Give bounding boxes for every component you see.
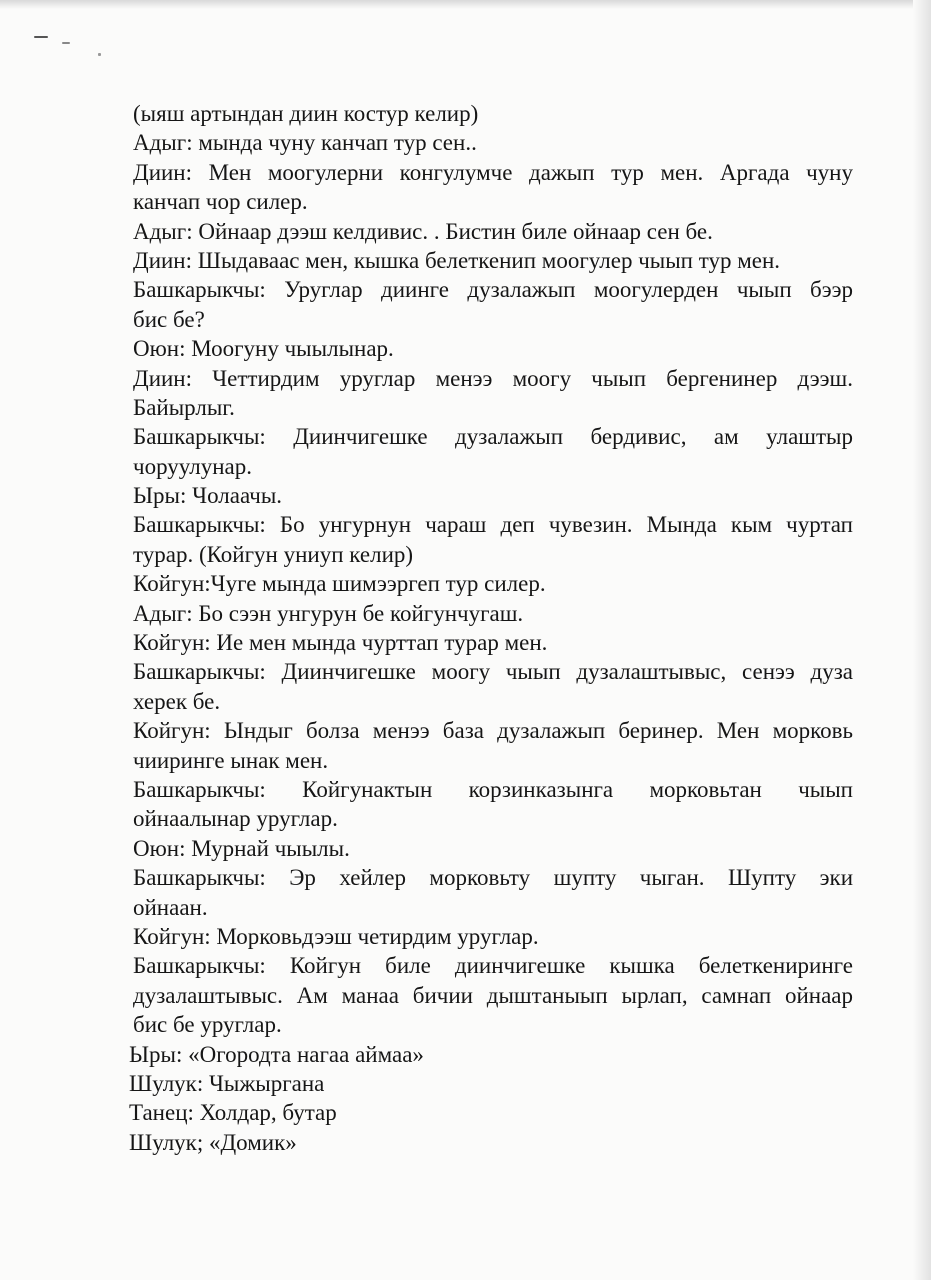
text-line: Башкарыкчы: Бо унгурнун чараш деп чувезин. Мында кым чуртап	[133, 512, 853, 538]
text-line: Башкарыкчы: Диинчигешке моогу чыып дузалаштывыс, сенээ дуза	[133, 659, 853, 685]
text-line: канчап чор силер.	[133, 189, 308, 215]
scan-right-edge	[913, 0, 931, 1280]
text-line: Танец: Холдар, бутар	[129, 1100, 337, 1126]
text-line: чоруулунар.	[133, 453, 252, 479]
text-line: Байырлыг.	[133, 394, 235, 420]
text-line: чииринге ынак мен.	[133, 747, 329, 773]
text-line: ойнаалынар уруглар.	[133, 806, 338, 832]
text-line: Башкарыкчы: Уруглар диинге дузалажып моогулерден чыып бээр	[133, 277, 853, 303]
text-line: Койгун: Ындыг болза менээ база дузалажып беринер. Мен морковь	[133, 718, 853, 744]
text-line: Койгун: Морковьдээш четирдим уруглар.	[133, 923, 539, 949]
text-line: Шулук: Чыжыргана	[129, 1070, 325, 1096]
text-line: турар. (Койгун униуп келир)	[133, 541, 414, 567]
text-line: Шулук; «Домик»	[129, 1129, 297, 1155]
text-line: Оюн: Мурнай чыылы.	[133, 835, 350, 861]
text-line: (ыяш артындан диин костур келир)	[133, 101, 479, 126]
text-line: дузалаштывыс. Ам манаа бичии дыштаныып ырлап, самнап ойнаар	[133, 982, 853, 1008]
text-line: Оюн: Моогуну чыылынар.	[133, 336, 394, 362]
text-line: Адыг: Ойнаар дээш келдивис. . Бистин биле ойнаар сен бе.	[133, 218, 713, 244]
text-line: бис бе уруглар.	[133, 1012, 282, 1038]
text-line: Диин: Четтирдим уруглар менээ моогу чыып бергенинер дээш.	[133, 365, 853, 391]
text-line: Адыг: Бо сээн унгурун бе койгунчугаш.	[133, 600, 524, 626]
text-line: херек бе.	[133, 688, 221, 714]
scan-mark	[34, 36, 48, 38]
text-line: ойнаан.	[133, 894, 208, 920]
text-line: Башкарыкчы: Койгун биле диинчигешке кышка белеткениринге	[133, 953, 853, 979]
text-line: Ыры: Чолаачы.	[133, 483, 283, 509]
text-line: Диин: Мен моогулерни конгулумче дажып тур мен. Аргада чуну	[133, 159, 853, 185]
scan-top-edge	[0, 0, 931, 9]
text-line: Диин: Шыдаваас мен, кышка белеткенип моогулер чыып тур мен.	[133, 247, 781, 273]
text-line: Ыры: «Огородта нагаа аймаа»	[129, 1041, 424, 1067]
text-line: Койгун:Чуге мында шимээргеп тур силер.	[133, 571, 546, 597]
scan-mark	[98, 53, 101, 56]
text-line: Башкарыкчы: Койгунактын корзинказынга морковьтан чыып	[133, 776, 853, 802]
text-line: Койгун: Ие мен мында чурттап турар мен.	[133, 630, 548, 656]
text-line: Башкарыкчы: Диинчигешке дузалажып бердивис, ам улаштыр	[133, 424, 853, 450]
text-line: бис бе?	[133, 306, 205, 332]
text-line: Адыг: мында чуну канчап тур сен..	[133, 130, 477, 156]
document-text	[129, 99, 853, 1157]
scan-mark	[62, 42, 70, 44]
text-line: Башкарыкчы: Эр хейлер морковьту шупту чыган. Шупту эки	[133, 865, 853, 891]
